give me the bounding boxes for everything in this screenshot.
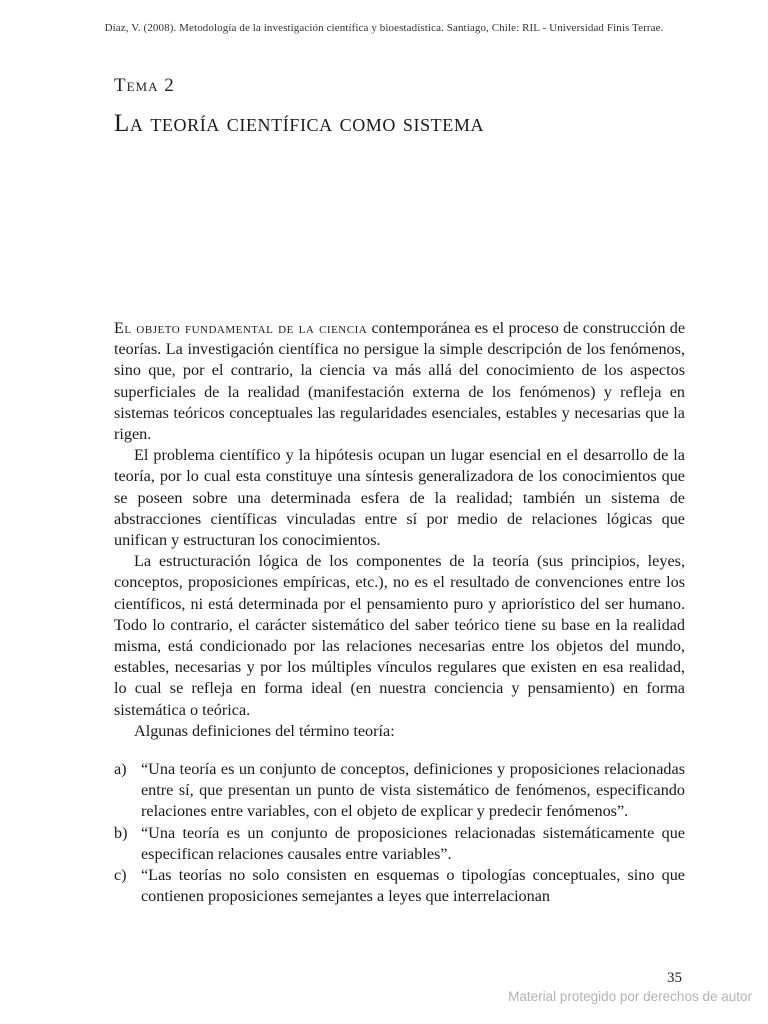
- page-number: 35: [667, 970, 682, 986]
- chapter-title: La teoría científica como sistema: [114, 110, 485, 137]
- definition-item: [114, 823, 685, 865]
- paragraph-lead: El objeto fundamental de la ciencia: [114, 319, 368, 337]
- definitions-list: [114, 759, 685, 907]
- chapter-label: Tema 2: [114, 75, 175, 96]
- definition-marker: a): [114, 760, 127, 779]
- definition-marker: c): [114, 866, 127, 885]
- citation-header: Díaz, V. (2008). Metodología de la investigación científica y bioestadística. Santiago, Chile: RIL - Universidad Finis Terrae.: [104, 22, 664, 34]
- definition-text: “Una teoría es un conjunto de proposiciones relacionadas sistemáticamente que especifican relaciones causales entre variables”.: [141, 823, 685, 863]
- definition-text: “Las teorías no solo consisten en esquemas o tipologías conceptuales, sino que contienen proposiciones semejantes a leyes que interrelacionan: [141, 866, 685, 906]
- copyright-watermark: Material protegido por derechos de autor: [508, 989, 752, 1004]
- definition-item: [114, 865, 685, 907]
- paragraph-3: La estructuración lógica de los componentes de la teoría (sus principios, leyes, conceptos, proposiciones empíricas, etc.), no es el resultado de convenciones entre los científicos, ni está determinada por el pensamiento puro y apriorístico del ser humano. Todo lo contrario, el carácter sistemático del saber teórico tiene su base en la realidad misma, está condicionado por las relaciones necesarias entre los objetos del mundo, estables, necesarias y por los múltiples vínculos regulares que existen en esa realidad, lo cual se refleja en forma ideal (en nuestra conciencia y pensamiento) en forma sistemática o teórica.: [114, 552, 685, 719]
- definition-marker: b): [114, 823, 128, 842]
- body-text: [114, 318, 685, 907]
- paragraph-2: El problema científico y la hipótesis ocupan un lugar esencial en el desarrollo de la teoría, por lo cual esta constituye una síntesis generalizadora de los conocimientos que se poseen sobre una determinada esfera de la realidad; también un sistema de abstracciones científicas vinculadas entre sí por medio de relaciones lógicas que unifican y estructuran los conocimientos.: [114, 446, 685, 550]
- paragraph-1: [114, 318, 685, 445]
- paragraph-4: Algunas definiciones del término teoría:: [134, 721, 395, 740]
- paragraph-1-text: contemporánea es el proceso de construcción de teorías. La investigación científica no persigue la simple descripción de los fenómenos, sino que, por el contrario, la ciencia va más allá del conocimiento de los aspectos superficiales de la realidad (manifestación externa de los fenómenos) y refleja en sistemas teóricos conceptuales las regularidades esenciales, estables y necesarias que la rigen.: [114, 319, 686, 444]
- definition-text: “Una teoría es un conjunto de conceptos, definiciones y proposiciones relacionadas entre sí, que presentan un punto de vista sistemático de fenómenos, especificando relaciones entre variables, con el objeto de explicar y predecir fenómenos”.: [141, 760, 685, 821]
- definition-item: [114, 759, 685, 823]
